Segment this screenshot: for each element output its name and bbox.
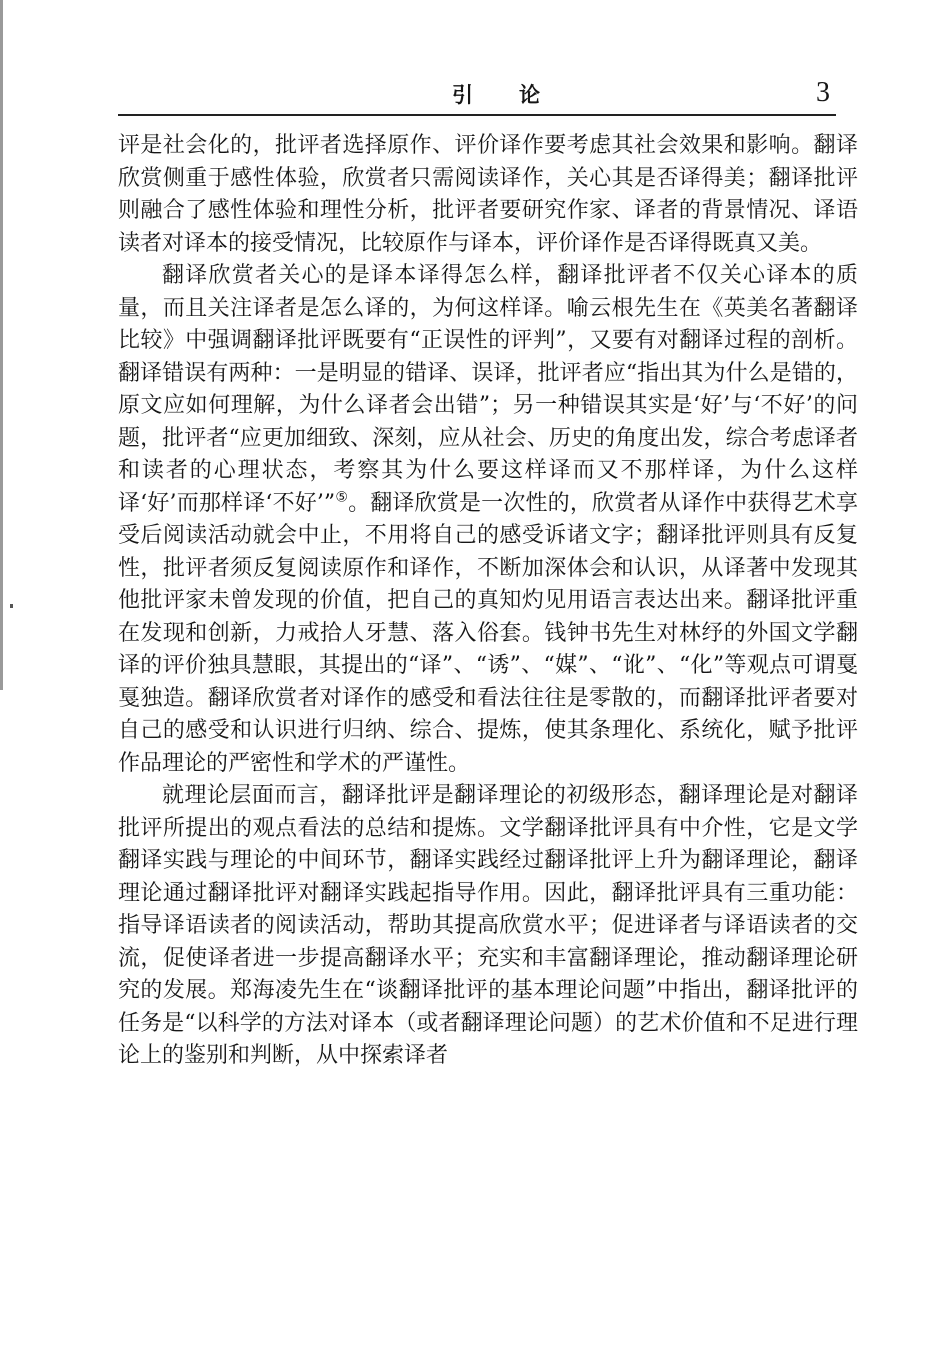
body-text <box>118 130 858 1073</box>
paragraph-continued: 评是社会化的，批评者选择原作、评价译作要考虑其社会效果和影响。翻译欣赏侧重于感性体验，欣赏者只需阅读译作，关心其是否译得美；翻译批评则融合了感性体验和理性分析，批评者要研究作家、译者的背景情况、译语读者对译本的接受情况，比较原作与译本，评价译作是否译得既真又美。 <box>118 133 858 256</box>
paragraph-text-part-2: 。翻译欣赏是一次性的，欣赏者从译作中获得艺术享受后阅读活动就会中止，不用将自己的感受诉诸文字；翻译批评则具有反复性，批评者须反复阅读原作和译作，不断加深体会和认识，从译著中发现其他批评家未曾发现的价值，把自己的真知灼见用语言表达出来。翻译批评重在发现和创新，力戒拾人牙慧、落入俗套。钱钟书先生对林纾的外国文学翻译的评价独具慧眼，其提出的“译”、“诱”、“媒”、“讹”、“化”等观点可谓戛戛独造。翻译欣赏者对译作的感受和看法往往是零散的，而翻译批评者要对自己的感受和认识进行归纳、综合、提炼，使其条理化、系统化，赋予批评作品理论的严密性和学术的严谨性。 <box>118 490 858 776</box>
page-number: 3 <box>816 77 830 108</box>
running-head <box>118 78 836 114</box>
paragraph-appreciation-vs-criticism <box>118 260 858 780</box>
scan-speck <box>10 604 13 608</box>
footnote-marker: ⑤ <box>335 489 349 506</box>
paragraph-theory-level: 就理论层面而言，翻译批评是翻译理论的初级形态，翻译理论是对翻译批评所提出的观点看法的总结和提炼。文学翻译批评具有中介性，它是文学翻译实践与理论的中间环节，翻译实践经过翻译批评上升为翻译理论，翻译理论通过翻译批评对翻译实践起指导作用。因此，翻译批评具有三重功能：指导译语读者的阅读活动，帮助其提高欣赏水平；促进译者与译语读者的交流，促使译者进一步提高翻译水平；充实和丰富翻译理论，推动翻译理论研究的发展。郑海凌先生在“谈翻译批评的基本理论问题”中指出，翻译批评的任务是“以科学的方法对译本（或者翻译理论问题）的艺术价值和不足进行理论上的鉴别和判断，从中探索译者 <box>118 783 858 1068</box>
paragraph-text-part-1: 翻译欣赏者关心的是译本译得怎么样，翻译批评者不仅关心译本的质量，而且关注译者是怎么译的，为何这样译。喻云根先生在《英美名著翻译比较》中强调翻译批评既要有“正误性的评判”，又要有对翻译过程的剖析。翻译错误有两种：一是明显的错译、误译，批评者应“指出其为什么是错的，原文应如何理解，为什么译者会出错”；另一种错误其实是‘好’与‘不好’的问题，批评者“应更加细致、深刻，应从社会、历史的角度出发，综合考虑译者和读者的心理状态，考察其为什么要这样译而又不那样译，为什么这样译‘好’而那样译‘不好’” <box>118 263 858 516</box>
scan-edge-shadow <box>0 0 3 690</box>
chapter-title: 引论 <box>452 82 586 107</box>
header-rule <box>118 114 836 116</box>
